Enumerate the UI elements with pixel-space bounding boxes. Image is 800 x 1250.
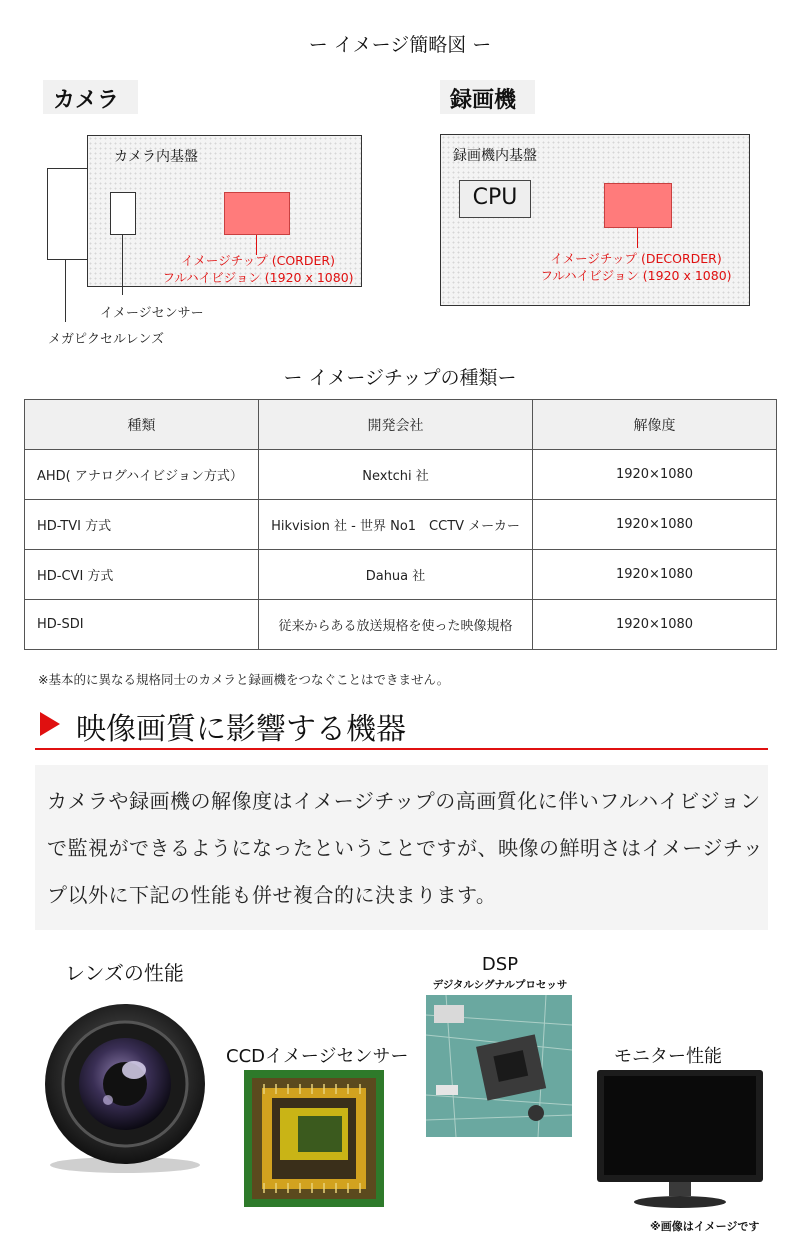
- paragraph-line-1: カメラや録画機の解像度はイメージチップの高画質化に伴いフルハイビジョン: [47, 789, 761, 813]
- dsp-chip-icon: [426, 995, 572, 1137]
- camera-label: カメラ: [43, 80, 138, 114]
- paragraph-line-2: で監視ができるようになったということですが、映像の鮮明さはイメージチッ: [47, 836, 764, 860]
- section-heading: 映像画質に影響する機器: [76, 712, 406, 747]
- recorder-chip-pointer: [637, 228, 638, 248]
- cell-resolution: 1920×1080: [533, 500, 777, 550]
- cell-type: HD-TVI 方式: [25, 500, 259, 550]
- header-resolution: 解像度: [533, 400, 777, 450]
- chip-types-title: ー イメージチップの種類ー: [283, 367, 517, 389]
- image-sensor-label: イメージセンサー: [100, 306, 204, 321]
- cpu-block: CPU: [459, 180, 531, 218]
- paragraph-box: [35, 765, 768, 930]
- diagram-title: ー イメージ簡略図 ー: [308, 34, 492, 56]
- recorder-image-chip: [604, 183, 672, 228]
- recorder-board-title: 録画機内基盤: [453, 148, 537, 164]
- table-header-row: [25, 400, 777, 450]
- cell-type: HD-SDI: [25, 600, 259, 650]
- heading-underline: [35, 748, 768, 750]
- ccd-label: CCDイメージセンサー: [226, 1046, 409, 1067]
- compatibility-note: ※基本的に異なる規格同士のカメラと録画機をつなぐことはできません。: [38, 672, 450, 687]
- camera-image-chip: [224, 192, 290, 235]
- dsp-subtitle: デジタルシグナルプロセッサ: [432, 979, 568, 991]
- monitor-label: モニター性能: [614, 1046, 722, 1067]
- cell-developer: 従来からある放送規格を使った映像規格: [259, 600, 533, 650]
- camera-board-title: カメラ内基盤: [114, 149, 198, 165]
- chip-types-table: [24, 399, 777, 650]
- sensor-pointer: [122, 235, 123, 295]
- lens-performance-label: レンズの性能: [65, 961, 184, 985]
- cell-type: AHD( アナログハイビジョン方式）: [25, 450, 259, 500]
- recorder-board: [440, 134, 750, 306]
- header-developer: 開発会社: [259, 400, 533, 450]
- camera-board: [87, 135, 362, 287]
- ccd-sensor-icon: [244, 1070, 384, 1207]
- paragraph-line-3: プ以外に下記の性能も併せ複合的に決まります。: [47, 883, 497, 907]
- header-type: 種類: [25, 400, 259, 450]
- recorder-label: 録画機: [440, 80, 535, 114]
- camera-lens-icon: [38, 1000, 213, 1175]
- heading-arrow-icon: [40, 712, 60, 736]
- table-row: [25, 550, 777, 600]
- camera-lens-block: [47, 168, 89, 260]
- cell-developer: Dahua 社: [259, 550, 533, 600]
- table-row: [25, 450, 777, 500]
- recorder-chip-label: イメージチップ (DECORDER): [550, 251, 722, 266]
- image-sensor-block: [110, 192, 136, 235]
- recorder-chip-resolution: フルハイビジョン (1920 x 1080): [540, 268, 732, 283]
- dsp-label: DSP: [481, 954, 519, 975]
- lens-pointer: [65, 260, 66, 322]
- cell-developer: Nextchi 社: [259, 450, 533, 500]
- lens-label: メガピクセルレンズ: [48, 332, 164, 347]
- cell-developer: Hikvision 社 - 世界 No1 CCTV メーカー: [259, 500, 533, 550]
- table-row: [25, 600, 777, 650]
- cell-resolution: 1920×1080: [533, 600, 777, 650]
- cell-resolution: 1920×1080: [533, 550, 777, 600]
- image-footnote: ※画像はイメージです: [650, 1220, 760, 1233]
- monitor-icon: [595, 1068, 767, 1210]
- cell-resolution: 1920×1080: [533, 450, 777, 500]
- camera-chip-resolution: フルハイビジョン (1920 x 1080): [162, 270, 354, 285]
- cell-type: HD-CVI 方式: [25, 550, 259, 600]
- camera-chip-label: イメージチップ (CORDER): [181, 253, 335, 268]
- table-row: [25, 500, 777, 550]
